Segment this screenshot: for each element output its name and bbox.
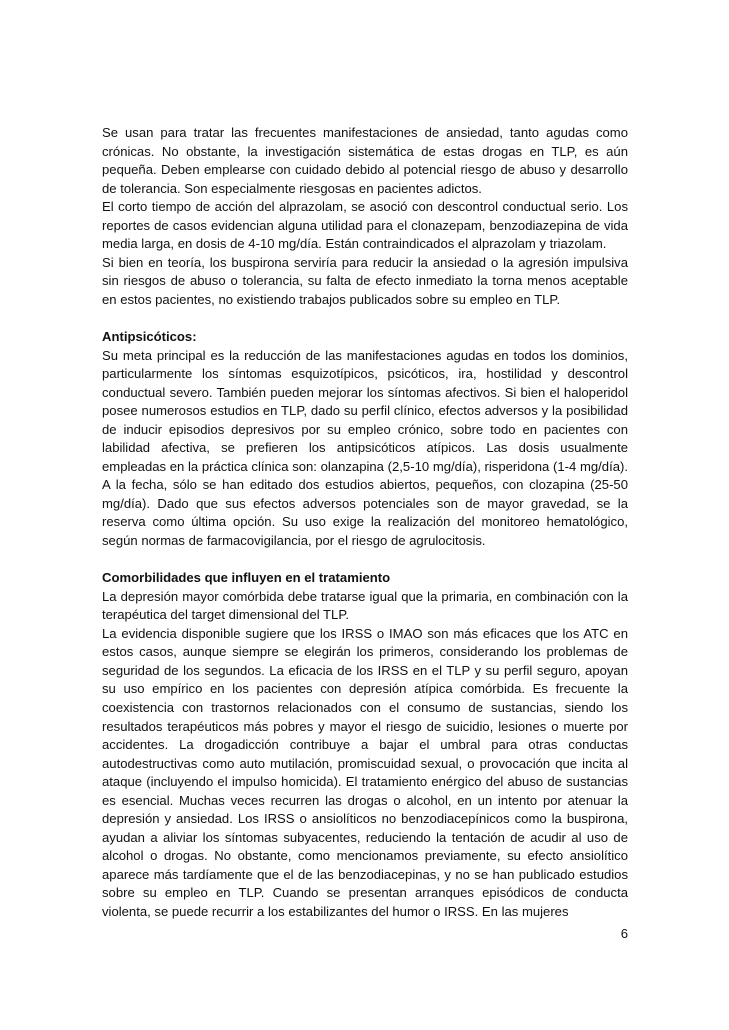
section-heading-antipsicoticos: Antipsicóticos: [102,329,197,345]
paragraph-gap [102,309,628,328]
document-page [102,124,628,922]
paragraph-antipsicoticos: Su meta principal es la reducción de las manifestaciones agudas en todos los dominios, particularmente los síntomas esquizotípicos, psicóticos, ira, hostilidad y descontrol conductual severo. También pueden mejorar los síntomas afectivos. Si bien el haloperidol posee numerosos estudios en TLP, dado su perfil clínico, efectos adversos y la posibilidad de inducir episodios depresivos por su empleo crónico, sobre todo en pacientes con labilidad afectiva, se prefieren los antipsicóticos atípicos. Las dosis usualmente empleadas en la práctica clínica son: olanzapina (2,5-10 mg/día), risperidona (1-4 mg/día). A la fecha, sólo se han editado dos estudios abiertos, pequeños, con clozapina (25-50 mg/día). Dado que sus efectos adversos potenciales son de mayor gravedad, se la reserva como última opción. Su uso exige la realización del monitoreo hematológico, según normas de farmacovigilancia, por el riesgo de agrulocitosis. [102,347,628,549]
paragraph-buspirona: Si bien en teoría, los buspirona serviría para reducir la ansiedad o la agresión impulsiva sin riesgos de abuso o tolerancia, su falta de efecto inmediato la torna menos aceptable en estos pacientes, no existiendo trabajos publicados sobre su empleo en TLP. [102,254,628,307]
paragraph-benzodiazepinas-uso: Se usan para tratar las frecuentes manifestaciones de ansiedad, tanto agudas como crónicas. No obstante, la investigación sistemática de estas drogas en TLP, es aún pequeña. Deben emplearse con cuidado debido al potencial riesgo de abuso y desarrollo de tolerancia. Son especialmente riesgosas en pacientes adictos. [102,125,628,196]
paragraph-irss-evidencia: La evidencia disponible sugiere que los IRSS o IMAO son más eficaces que los ATC en estos casos, aunque siempre se elegirán los primeros, considerando los problemas de seguridad de los segundos. La eficacia de los IRSS en el TLP y su perfil seguro, apoyan su uso empírico en los pacientes con depresión atípica comórbida. Es frecuente la coexistencia con trastornos relacionados con el consumo de sustancias, siendo los resultados terapéuticos más pobres y mayor el riesgo de suicidio, lesiones o muerte por accidentes. La drogadicción contribuye a bajar el umbral para otras conductas autodestructivas como auto mutilación, promiscuidad sexual, o provocación que incita al ataque (incluyendo el impulso homicida). El tratamiento enérgico del abuso de sustancias es esencial. Muchas veces recurren las drogas o alcohol, en un intento por atenuar la depresión y ansiedad. Los IRSS o ansiolíticos no benzodiacepínicos como la buspirona, ayudan a aliviar los síntomas subyacentes, reduciendo la tentación de acudir al uso de alcohol o drogas. No obstante, como mencionamos previamente, su efecto ansiolítico aparece más tardíamente que el de las benzodiacepinas, y no se han publicado estudios sobre su empleo en TLP. Cuando se presentan arranques episódicos de conducta violenta, se puede recurrir a los estabilizantes del humor o IRSS. En las mujeres [102,625,628,919]
paragraph-alprazolam: El corto tiempo de acción del alprazolam, se asoció con descontrol conductual serio. Los reportes de casos evidencian alguna utilidad para el clonazepam, benzodiazepina de vida media larga, en dosis de 4-10 mg/día. Están contraindicados el alprazolam y triazolam. [102,199,628,252]
paragraph-gap [102,551,628,570]
paragraph-depresion-mayor: La depresión mayor comórbida debe tratarse igual que la primaria, en combinación con la terapéutica del target dimensional del TLP. [102,588,628,623]
page-number: 6 [620,926,628,941]
section-heading-comorbilidades: Comorbilidades que influyen en el tratamiento [102,570,391,586]
